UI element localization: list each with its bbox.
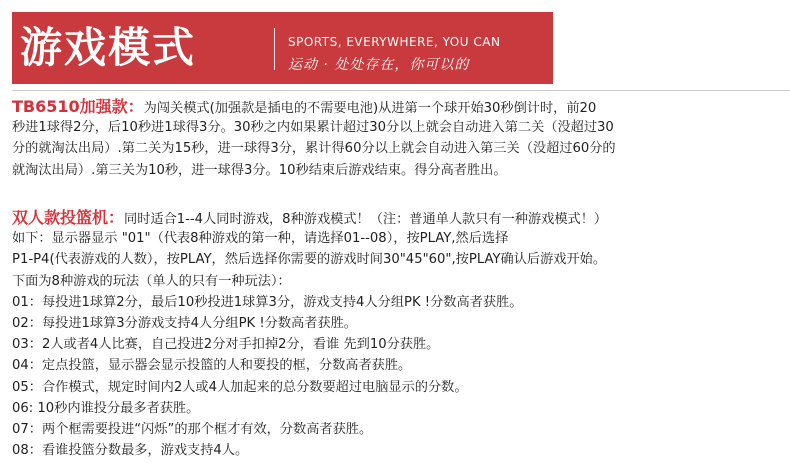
tb6510-section (12, 96, 782, 181)
mode-08: 08：看谁投篮分数最多，游戏支持4人。 (12, 443, 249, 459)
header-banner (12, 12, 553, 84)
double-section (12, 207, 782, 461)
mode-07: 07：两个框需要投进“闪烁”的那个框才有效，分数高者获胜。 (12, 421, 373, 437)
separator-line (12, 90, 790, 91)
mode-02: 02：每投进1球算3分游戏支持4人分组PK !分数高者获胜。 (12, 315, 357, 331)
mode-03: 03：2人或者4人比赛，自己投进2分对手扣掉2分，看谁 先到10分获胜。 (12, 337, 440, 353)
double-heading: 双人款投篮机： (12, 208, 125, 227)
mode-01: 01：每投进1球算2分，最后10秒投进1球算3分，游戏支持4人分组PK !分数高者获胜。 (12, 294, 523, 310)
double-line-2: 如下：显示器显示 "01"（代表8种游戏的第一种，请选择01--08），按PLAY,然后选择 (12, 231, 509, 247)
tb6510-heading: TB6510加强款： (12, 97, 144, 116)
banner-slogan-chinese: 运动 · 处处存在，你可以的 (288, 57, 470, 73)
tb6510-line-3: 分的就淘汰出局）.第二关为15秒，进一球得3分，累计得60分以上就会自动进入第三关（没超过60分的 (12, 141, 616, 157)
tb6510-line-4: 就淘汰出局）.第三关为10秒，进一球得3分。10秒结束后游戏结束。得分高者胜出。 (12, 162, 507, 178)
double-intro: 同时适合1--4人同时游戏，8种游戏模式！（注：普通单人款只有一种游戏模式！） (124, 212, 608, 227)
mode-06: 06: 10秒内谁投分最多者获胜。 (12, 400, 200, 416)
banner-title: 游戏模式 (20, 23, 197, 72)
tb6510-line-1 (12, 96, 782, 117)
double-line-3: P1-P4(代表游戏的人数），按PLAY，然后选择你需要的游戏时间30"45"60",按PLAY确认后游戏开始。 (12, 252, 607, 268)
banner-slogan-english: SPORTS, EVERYWHERE, YOU CAN (288, 35, 501, 49)
double-line-1 (12, 207, 782, 228)
mode-05: 05：合作模式，规定时间内2人或4人加起来的总分数要超过电脑显示的分数。 (12, 379, 468, 395)
banner-divider (274, 28, 275, 70)
tb6510-text: 为闯关模式(加强款是插电的不需要电池)从进第一个球开始30秒倒计时，前20 (143, 101, 597, 116)
mode-04: 04：定点投篮，显示器会显示投篮的人和要投的框，分数高者获胜。 (12, 358, 412, 374)
tb6510-line-2: 秒进1球得2分，后10秒进1球得3分。30秒之内如果累计超过30分以上就会自动进入第二关（没超过30 (12, 120, 614, 136)
double-line-4: 下面为8种游戏的玩法（单人的只有一种玩法）： (12, 273, 291, 289)
